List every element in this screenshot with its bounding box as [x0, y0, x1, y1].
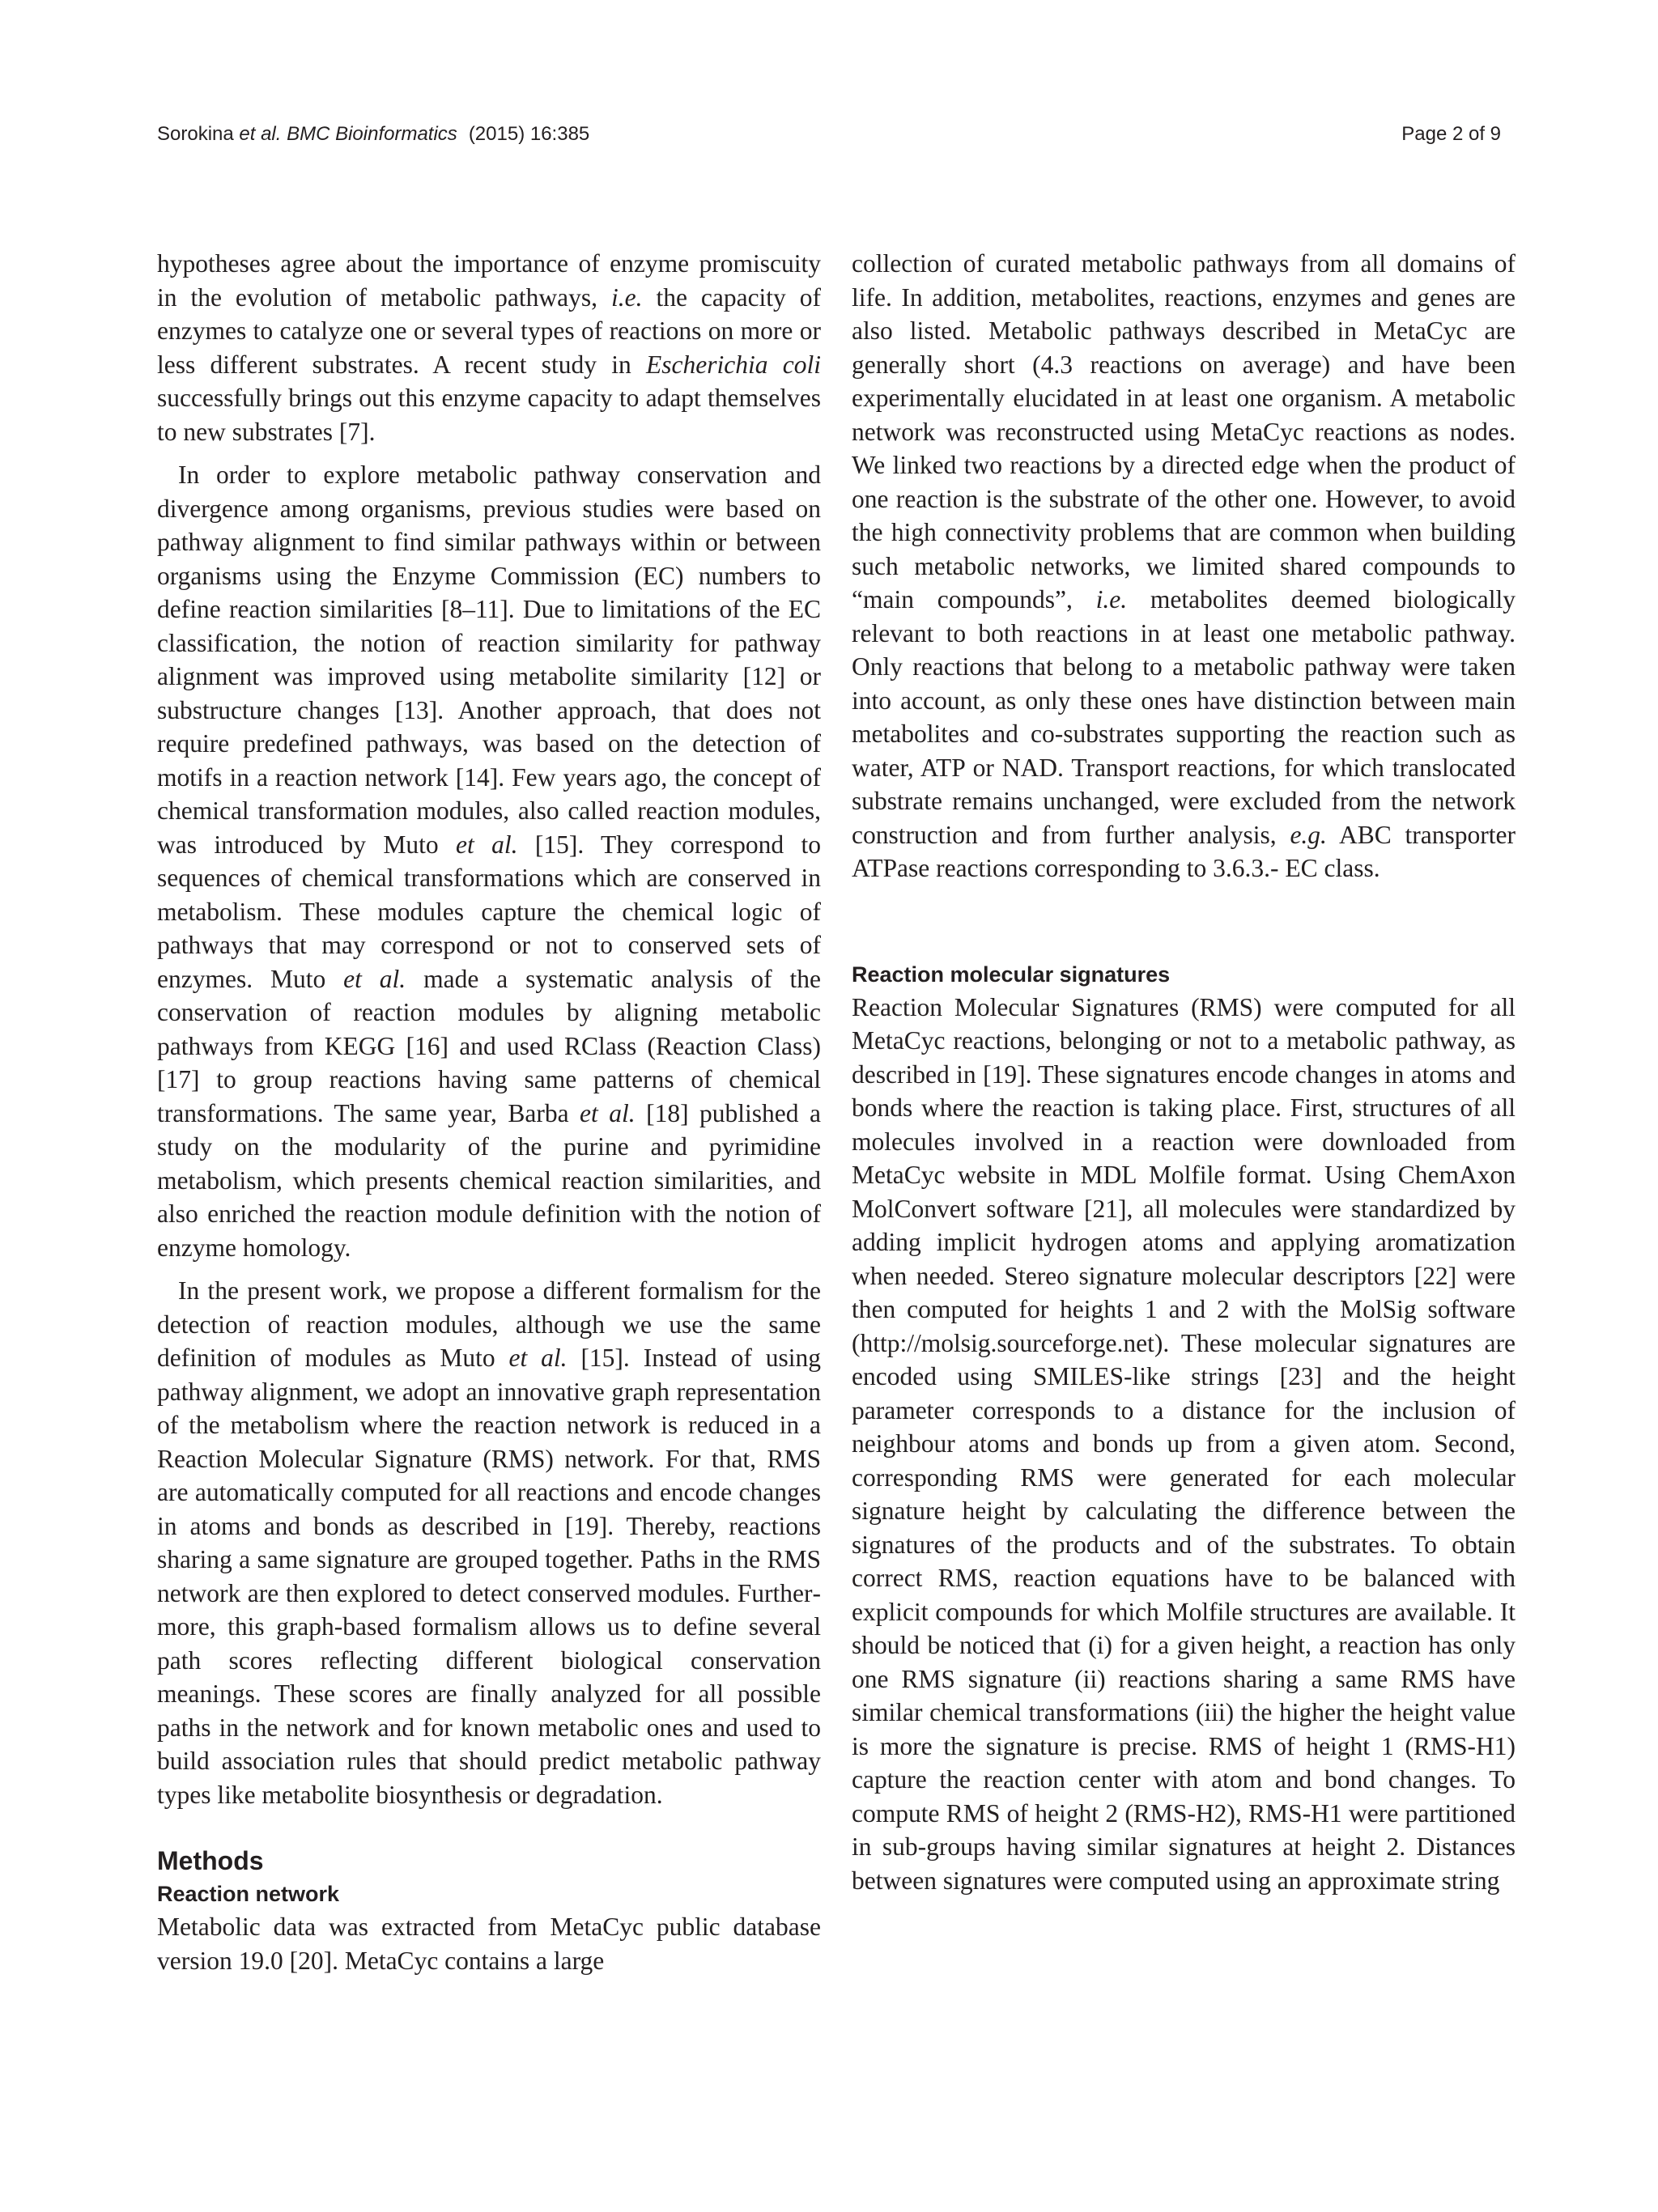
left-paragraph-2: In order to explore metabolic pathway conservation and divergence among organisms, previous studies were based on pathway alignment to find similar pathways within or between organisms using the Enzyme Commission (EC) numbers to define reaction similarities [8–11]. Due to limitations of the EC classification, the notion of reaction similarity for pathway alignment was improved using metabolite similarity [12] or substructure changes [13]. Another approach, that does not require predefined pathways, was based on the detection of motifs in a reaction network [14]. Few years ago, the concept of chemical transformation modules, also called reaction modules, was introduced by Muto et al. [15]. They correspond to sequences of chemical transformations which are conserved in metabolism. These modules capture the chemical logic of pathways that may correspond or not to conserved sets of enzymes. Muto et al. made a systematic analysis of the conservation of reaction modules by aligning metabolic pathways from KEGG [16] and used RClass (Reaction Class) [17] to group reactions having same patterns of chemical transformations. The same year, Barba et al. [18] published a study on the modularity of the purine and pyrimidine metabolism, which presents chemical reaction similarities, and also enriched the reaction module definition with the notion of enzyme homology.: [157, 461, 821, 1262]
running-head-journal: BMC Bioinformatics: [281, 123, 457, 145]
running-head-year-volume: (2015) 16:385: [468, 123, 590, 145]
reaction-network-heading: Reaction network: [157, 1882, 340, 1906]
methods-heading: Methods: [157, 1846, 264, 1875]
left-paragraph-1: hypotheses agree about the importance of enzyme promiscuity in the evolution of metabolic pathways, i.e. the capacity of enzymes to catalyze one or several types of reactions on more or less different substrates. A recent study in Escherichia coli successfully brings out this enzyme capacity to adapt themselves to new substrates [7].: [157, 249, 821, 446]
reaction-molecular-signatures-heading: Reaction molecular signatures: [852, 962, 1171, 987]
running-head: [157, 118, 1501, 151]
running-head-citation: [157, 118, 589, 151]
species-name: Escherichia coli: [646, 350, 821, 379]
right-column: [852, 247, 1516, 1897]
left-paragraph-4: Metabolic data was extracted from MetaCyc public database version 19.0 [20]. MetaCyc contains a large: [157, 1913, 821, 1975]
left-paragraph-3: In the present work, we propose a different formalism for the detection of reaction modules, although we use the same definition of modules as Muto et al. [15]. Instead of using pathway alignment, we adopt an innovative graph representation of the metabolism where the reaction network is reduced in a Reaction Molecular Signature (RMS) network. For that, RMS are automatically computed for all reactions and encode changes in atoms and bonds as described in [19]. Thereby, reactions sharing a same signature are grouped together. Paths in the RMS network are then explored to detect conserved modules. Furthermore, this graph-based formalism allows us to define several path scores reflecting different biological conservation meanings. These scores are finally analyzed for all possible paths in the network and for known metabolic ones and used to build association rules that should predict metabolic pathway types like metabolite biosynthesis or degradation.: [157, 1276, 821, 1809]
running-head-et-al: et al.: [239, 123, 282, 145]
right-paragraph-2: Reaction Molecular Signatures (RMS) were computed for all MetaCyc reactions, belonging or not to a metabolic pathway, as described in [19]. These signatures encode changes in atoms and bonds where the reaction is taking place. First, structures of all molecules involved in a reaction were downloaded from MetaCyc website in MDL Molfile format. Using ChemAxon MolConvert software [21], all molecules were standardized by adding implicit hydrogen atoms and applying aromatization when needed. Stereo signature molecular descriptors [22] were then computed for heights 1 and 2 with the MolSig software (http://molsig.sourceforge.net). These molecular signatures are encoded using SMILES-like strings [23] and the height parameter corresponds to a distance for the inclusion of neighbour atoms and bonds up from a given atom. Second, corresponding RMS were generated for each molecular signature height by calculating the difference between the signatures of the products and of the substrates. To obtain correct RMS, reaction equations have to be balanced with explicit compounds for which Molfile structures are available. It should be noticed that (i) for a given height, a reaction has only one RMS signature (ii) reactions sharing a same RMS have similar chemical transformations (iii) the higher the height value is more the signature is precise. RMS of height 1 (RMS-H1) capture the reaction center with atom and bond changes. To compute RMS of height 2 (RMS-H2), RMS-H1 were partitioned in sub-groups having similar signatures at height 2. Distances between signatures were computed using an approximate string: [852, 992, 1516, 1895]
right-paragraph-1: collection of curated metabolic pathways from all domains of life. In addition, metabolites, reactions, enzymes and genes are also listed. Metabolic pathways described in MetaCyc are generally short (4.3 reactions on average) and have been experimentally elucidated in at least one organism. A metabolic network was reconstructed using MetaCyc reactions as nodes. We linked two reactions by a directed edge when the product of one reaction is the substrate of the other one. However, to avoid the high connectivity problems that are common when building such metabolic networks, we limited shared compounds to “main compounds”, i.e. metabolites deemed biologically relevant to both reactions in at least one metabolic pathway. Only reactions that belong to a metabolic pathway were taken into account, as only these ones have distinction between main metabolites and co-substrates supporting the reaction such as water, ATP or NAD. Transport reactions, for which translocated substrate remains unchanged, were excluded from the network construction and from further analysis, e.g. ABC transporter ATPase reactions corresponding to 3.6.3.- EC class.: [852, 249, 1516, 882]
running-head-authors: Sorokina: [157, 123, 240, 145]
left-column: [157, 247, 821, 1977]
page-number: Page 2 of 9: [1401, 123, 1501, 145]
